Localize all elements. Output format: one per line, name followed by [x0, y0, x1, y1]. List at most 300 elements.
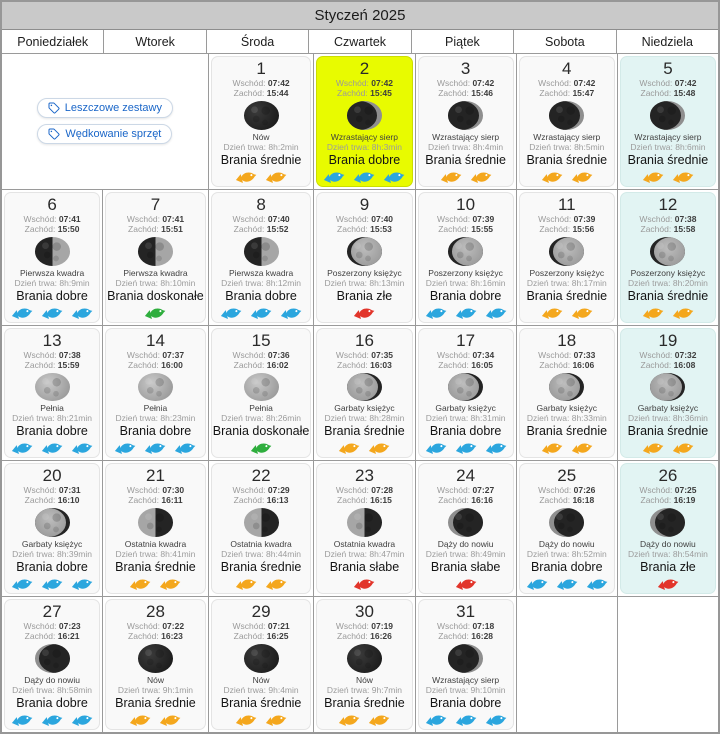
sunset-time: Zachód: 15:45: [337, 88, 392, 98]
fish-icon: [322, 167, 347, 186]
day-card[interactable]: [4, 192, 100, 323]
day-card[interactable]: [418, 328, 514, 459]
day-card[interactable]: [211, 328, 312, 459]
day-card[interactable]: [316, 463, 412, 594]
moon-phase-name: Pierwsza kwadra: [123, 267, 188, 278]
moon-phase-name: Ostatnia kwadra: [333, 539, 396, 550]
fish-rating: [250, 441, 272, 456]
day-card[interactable]: [620, 192, 716, 323]
biting-quality: Brania dobre: [328, 152, 401, 167]
fish-icon: [539, 439, 564, 458]
calendar-cell: [618, 54, 718, 189]
sunset-time: Zachód: 15:46: [438, 88, 494, 98]
fish-icon: [352, 167, 377, 186]
day-length: Dzień trwa: 9h:4min: [223, 685, 299, 695]
moon-phase-name: Pełnia: [40, 403, 64, 414]
sunrise-time: Wschód: 07:36: [232, 349, 290, 360]
biting-quality: Brania dobre: [119, 424, 192, 439]
fish-icon: [539, 167, 564, 186]
moon-phase-name: Poszerzony księżyc: [630, 267, 706, 278]
moon-phase-name: Nów: [252, 675, 270, 685]
day-length: Dzień trwa: 8h:28min: [324, 413, 405, 424]
fish-rating: [455, 577, 477, 592]
day-card[interactable]: [316, 56, 412, 187]
calendar-cell: [2, 461, 102, 596]
promo-buttons: [37, 98, 173, 144]
fish-rating: [235, 170, 287, 185]
sunset-time: Zachód: 16:02: [233, 359, 289, 370]
moon-phase-icon: [448, 237, 483, 266]
moon-phase-icon: [347, 101, 382, 130]
moon-phase-name: Garbaty księżyc: [334, 403, 395, 414]
moon-phase-name: Garbaty księżyc: [21, 539, 83, 550]
day-card[interactable]: [4, 463, 100, 594]
day-card[interactable]: [418, 599, 514, 730]
biting-quality: Brania średnie: [627, 424, 709, 439]
fish-rating: [129, 577, 181, 592]
fish-icon: [143, 439, 168, 458]
fish-icon: [569, 303, 594, 322]
sunset-time: Zachód: 15:52: [233, 223, 289, 234]
sunset-time: Zachód: 15:55: [438, 223, 494, 234]
moon-phase-name: Pierwsza kwadra: [228, 267, 294, 278]
fish-icon: [468, 167, 493, 186]
moon-phase-icon: [448, 644, 483, 673]
biting-quality: Brania słabe: [430, 560, 501, 575]
calendar-cell: [314, 461, 414, 596]
biting-quality: Brania średnie: [220, 696, 302, 710]
day-length: Dzień trwa: 8h:36min: [628, 413, 708, 424]
fish-icon: [453, 711, 478, 730]
sunrise-time: Wschód: 07:25: [639, 485, 697, 496]
day-card[interactable]: [211, 56, 312, 187]
sunset-time: Zachód: 16:19: [640, 495, 696, 506]
biting-quality: Brania doskonałe: [212, 424, 310, 439]
moon-phase-icon: [138, 644, 173, 673]
calendar-cell: [517, 326, 617, 461]
fish-icon: [655, 575, 680, 594]
sunrise-time: Wschód: 07:23: [23, 621, 81, 632]
sunset-time: Zachód: 16:25: [233, 631, 289, 642]
fish-icon: [423, 439, 448, 458]
promo-link[interactable]: [37, 98, 173, 118]
fish-icon: [70, 575, 95, 594]
moon-phase-icon: [347, 508, 382, 537]
day-card[interactable]: [519, 328, 615, 459]
fish-icon: [670, 303, 695, 322]
day-card[interactable]: [620, 328, 716, 459]
day-length: Dzień trwa: 8h:58min: [12, 685, 92, 695]
sunrise-time: Wschód: 07:18: [437, 621, 495, 632]
day-card[interactable]: [105, 599, 206, 730]
sunset-time: Zachód: 15:50: [24, 223, 80, 234]
day-number: 22: [251, 466, 271, 486]
weekday-header: Poniedziałek: [2, 30, 103, 53]
sunset-time: Zachód: 15:59: [24, 359, 80, 370]
fish-rating: [11, 713, 93, 728]
fish-icon: [234, 167, 259, 186]
day-length: Dzień trwa: 8h:31min: [425, 413, 506, 424]
day-card[interactable]: [519, 192, 615, 323]
moon-phase-icon: [549, 101, 584, 130]
sunrise-time: Wschód: 07:42: [437, 78, 495, 88]
fish-icon: [539, 303, 564, 322]
day-length: Dzień trwa: 8h:12min: [221, 277, 301, 288]
biting-quality: Brania złe: [640, 560, 696, 575]
calendar-cell: [314, 54, 414, 189]
day-card[interactable]: [418, 56, 514, 187]
sunrise-time: Wschód: 07:40: [335, 213, 394, 224]
fish-icon: [249, 439, 274, 458]
day-card[interactable]: [105, 463, 206, 594]
sunrise-time: Wschód: 07:35: [335, 349, 394, 360]
biting-quality: Brania doskonałe: [107, 288, 204, 303]
calendar-cell: [2, 190, 102, 325]
day-number: 17: [456, 330, 476, 350]
fish-icon: [569, 167, 594, 186]
moon-phase-name: Nów: [355, 675, 373, 685]
calendar-cell: [517, 597, 617, 732]
fish-icon: [524, 575, 549, 594]
month-title: Styczeń 2025: [2, 2, 718, 30]
biting-quality: Brania dobre: [429, 424, 502, 439]
fish-icon: [279, 303, 304, 322]
biting-quality: Brania średnie: [526, 424, 608, 439]
calendar-grid: [2, 54, 718, 732]
moon-phase-name: Wzrastający sierp: [432, 131, 500, 142]
biting-quality: Brania średnie: [526, 152, 608, 167]
fish-rating: [235, 577, 287, 592]
moon-phase-name: Nów: [146, 675, 164, 685]
moon-phase-name: Dąży do nowiu: [538, 539, 595, 550]
biting-quality: Brania średnie: [627, 288, 709, 303]
moon-phase-icon: [35, 644, 70, 673]
calendar-cell: [517, 190, 617, 325]
biting-quality: Brania słabe: [329, 560, 400, 575]
sunset-time: Zachód: 16:13: [233, 495, 289, 506]
calendar-cell: [103, 190, 208, 325]
day-card[interactable]: [4, 599, 100, 730]
fish-icon: [554, 575, 579, 594]
fish-rating: [323, 170, 405, 185]
day-length: Dzień trwa: 9h:10min: [425, 685, 506, 695]
fish-rating: [220, 306, 302, 321]
sunset-time: Zachód: 15:56: [539, 223, 595, 234]
day-number: 18: [557, 330, 577, 350]
day-length: Dzień trwa: 8h:2min: [223, 141, 299, 152]
day-number: 3: [460, 59, 471, 78]
moon-phase-icon: [138, 237, 173, 266]
fish-rating: [425, 713, 507, 728]
fish-rating: [11, 306, 93, 321]
fish-icon: [70, 303, 95, 322]
moon-phase-name: Dąży do nowiu: [437, 539, 494, 550]
calendar-cell: [618, 597, 718, 732]
sunrise-time: Wschód: 07:42: [538, 78, 596, 88]
day-card[interactable]: [211, 599, 312, 730]
fish-rating: [144, 306, 166, 321]
sunset-time: Zachód: 16:28: [438, 631, 494, 642]
fish-icon: [367, 711, 392, 730]
calendar-cell: [618, 461, 718, 596]
sunrise-time: Wschód: 07:26: [538, 485, 596, 496]
day-length: Dzień trwa: 8h:23min: [115, 413, 196, 424]
day-number: 14: [146, 330, 165, 350]
sunset-time: Zachód: 16:23: [128, 631, 183, 642]
calendar-cell: [209, 597, 314, 732]
biting-quality: Brania dobre: [16, 560, 88, 575]
day-number: 28: [146, 602, 165, 622]
fish-icon: [483, 303, 508, 322]
moon-phase-name: Wzrastający sierp: [634, 131, 702, 142]
moon-phase-icon: [650, 101, 685, 130]
day-number: 15: [251, 330, 271, 350]
fish-rating: [642, 306, 694, 321]
fish-icon: [352, 303, 377, 322]
calendar-cell: [517, 54, 617, 189]
weekday-header: Sobota: [514, 30, 615, 53]
day-card[interactable]: [4, 328, 100, 459]
day-card[interactable]: [519, 56, 615, 187]
day-number: 9: [359, 194, 370, 214]
day-number: 13: [42, 330, 62, 350]
fish-icon: [234, 711, 259, 730]
day-number: 31: [456, 602, 476, 622]
fish-rating: [114, 441, 196, 456]
moon-phase-name: Ostatnia kwadra: [230, 539, 292, 550]
day-number: 26: [658, 466, 678, 486]
day-length: Dzień trwa: 8h:21min: [12, 413, 92, 424]
calendar-cell: [2, 597, 102, 732]
day-number: 1: [256, 59, 266, 78]
moon-phase-name: Dąży do nowiu: [640, 539, 696, 550]
moon-phase-icon: [244, 101, 279, 130]
moon-phase-name: Garbaty księżyc: [637, 403, 699, 414]
moon-phase-icon: [138, 508, 173, 537]
calendar-cell: [416, 461, 516, 596]
fish-icon: [453, 575, 478, 594]
biting-quality: Brania średnie: [115, 560, 196, 575]
fish-icon: [423, 303, 448, 322]
promo-link[interactable]: [37, 124, 172, 144]
day-number: 29: [251, 602, 271, 622]
day-card[interactable]: [105, 192, 206, 323]
day-length: Dzień trwa: 8h:44min: [221, 549, 301, 560]
day-number: 5: [663, 59, 673, 78]
day-number: 16: [354, 330, 374, 350]
fish-rating: [541, 306, 593, 321]
day-length: Dzień trwa: 8h:5min: [529, 141, 605, 152]
fish-icon: [584, 575, 609, 594]
day-card[interactable]: [418, 192, 514, 323]
sunset-time: Zachód: 15:51: [128, 223, 183, 234]
day-length: Dzień trwa: 8h:9min: [14, 277, 90, 288]
sunset-time: Zachód: 16:26: [337, 631, 392, 642]
biting-quality: Brania złe: [336, 288, 393, 303]
sunset-time: Zachód: 16:00: [128, 359, 183, 370]
fish-rating: [541, 170, 593, 185]
moon-phase-icon: [244, 237, 279, 266]
calendar-cell: [416, 597, 516, 732]
day-length: Dzień trwa: 8h:41min: [115, 549, 196, 560]
fish-rating: [338, 713, 390, 728]
sunrise-time: Wschód: 07:29: [232, 485, 290, 496]
day-number: 19: [658, 330, 678, 350]
day-card[interactable]: [316, 192, 412, 323]
biting-quality: Brania dobre: [429, 696, 502, 710]
fish-rating: [338, 441, 390, 456]
moon-phase-name: Poszerzony księżyc: [529, 267, 605, 278]
moon-phase-icon: [549, 373, 584, 402]
fish-icon: [219, 303, 244, 322]
day-card[interactable]: [620, 463, 716, 594]
day-number: 10: [456, 194, 476, 214]
fish-icon: [670, 167, 695, 186]
fish-rating: [353, 306, 375, 321]
calendar-cell: [209, 326, 314, 461]
biting-quality: Brania dobre: [16, 288, 88, 303]
calendar-cell: [103, 597, 208, 732]
day-number: 20: [42, 466, 62, 486]
day-card[interactable]: [316, 599, 412, 730]
fish-rating: [11, 441, 93, 456]
day-length: Dzień trwa: 8h:47min: [324, 549, 405, 560]
fish-icon: [40, 711, 65, 730]
fish-icon: [10, 575, 35, 594]
sunrise-time: Wschód: 07:37: [126, 349, 185, 360]
day-number: 2: [359, 59, 370, 78]
sunrise-time: Wschód: 07:41: [126, 213, 185, 224]
sunrise-time: Wschód: 07:42: [335, 78, 394, 88]
calendar-cell: [209, 190, 314, 325]
moon-phase-icon: [549, 237, 584, 266]
moon-phase-icon: [448, 101, 483, 130]
fish-icon: [10, 303, 35, 322]
calendar-cell: [314, 326, 414, 461]
calendar-cell: [416, 326, 516, 461]
fish-icon: [352, 575, 377, 594]
fish-icon: [40, 303, 65, 322]
day-length: Dzień trwa: 8h:6min: [630, 141, 706, 152]
fish-icon: [640, 303, 665, 322]
moon-phase-name: Poszerzony księżyc: [327, 267, 402, 278]
weekday-header: Wtorek: [104, 30, 205, 53]
fish-rating: [11, 577, 93, 592]
day-length: Dzień trwa: 8h:33min: [526, 413, 607, 424]
fish-rating: [526, 577, 608, 592]
sunrise-time: Wschód: 07:32: [639, 349, 697, 360]
day-card[interactable]: [211, 463, 312, 594]
day-number: 25: [557, 466, 577, 486]
calendar-cell: [103, 326, 208, 461]
biting-quality: Brania dobre: [225, 288, 297, 303]
sunset-time: Zachód: 16:03: [337, 359, 392, 370]
biting-quality: Brania średnie: [220, 560, 302, 575]
fish-rating: [642, 441, 694, 456]
moon-phase-name: Wzrastający sierp: [533, 131, 601, 142]
day-card[interactable]: [105, 328, 206, 459]
moon-phase-icon: [448, 373, 483, 402]
moon-phase-icon: [35, 373, 70, 402]
weekday-header: Niedziela: [617, 30, 718, 53]
moon-phase-name: Poszerzony księżyc: [428, 267, 503, 278]
day-card[interactable]: [519, 463, 615, 594]
day-card[interactable]: [211, 192, 312, 323]
moon-phase-icon: [138, 373, 173, 402]
day-length: Dzień trwa: 8h:13min: [324, 277, 405, 288]
weekday-header: Czwartek: [309, 30, 410, 53]
sunrise-time: Wschód: 07:40: [232, 213, 290, 224]
moon-phase-name: Pełnia: [249, 403, 273, 414]
fish-icon: [173, 439, 198, 458]
calendar-cell: [209, 461, 314, 596]
sunset-time: Zachód: 16:21: [24, 631, 80, 642]
weekday-header-row: [2, 30, 718, 54]
biting-quality: Brania dobre: [530, 560, 603, 575]
day-number: 8: [256, 194, 266, 214]
promo-link-label: Leszczowe zestawy: [64, 102, 162, 115]
biting-quality: Brania dobre: [16, 696, 88, 710]
fish-rating: [642, 170, 694, 185]
day-card[interactable]: [620, 56, 716, 187]
moon-phase-name: Wzrastający sierp: [432, 675, 500, 685]
day-length: Dzień trwa: 8h:4min: [428, 141, 504, 152]
tag-icon: [48, 128, 60, 140]
biting-quality: Brania średnie: [526, 288, 608, 303]
sunrise-time: Wschód: 07:42: [639, 78, 697, 88]
moon-phase-icon: [650, 373, 685, 402]
fish-icon: [128, 575, 153, 594]
fish-icon: [569, 439, 594, 458]
moon-phase-icon: [448, 508, 483, 537]
fish-icon: [264, 167, 289, 186]
day-card[interactable]: [316, 328, 412, 459]
sunset-time: Zachód: 15:53: [337, 223, 392, 234]
moon-phase-icon: [347, 237, 382, 266]
day-length: Dzień trwa: 8h:3min: [326, 141, 403, 152]
day-length: Dzień trwa: 8h:54min: [628, 549, 708, 560]
calendar-cell: [618, 190, 718, 325]
day-number: 11: [557, 194, 576, 214]
moon-phase-icon: [35, 237, 70, 266]
day-length: Dzień trwa: 8h:26min: [221, 413, 301, 424]
moon-phase-name: Ostatnia kwadra: [124, 539, 187, 550]
fish-rating: [353, 577, 375, 592]
moon-phase-icon: [244, 508, 279, 537]
day-number: 21: [146, 466, 165, 486]
fish-rating: [235, 713, 287, 728]
day-card[interactable]: [418, 463, 514, 594]
sunrise-time: Wschód: 07:21: [232, 621, 290, 632]
sunrise-time: Wschód: 07:34: [437, 349, 495, 360]
sunrise-time: Wschód: 07:38: [639, 213, 697, 224]
sunset-time: Zachód: 16:05: [438, 359, 494, 370]
fish-icon: [382, 167, 407, 186]
biting-quality: Brania średnie: [220, 152, 302, 167]
fish-icon: [249, 303, 274, 322]
fish-icon: [438, 167, 463, 186]
day-length: Dzień trwa: 8h:16min: [425, 277, 506, 288]
moon-phase-name: Garbaty księżyc: [536, 403, 597, 414]
sunset-time: Zachód: 15:44: [233, 88, 289, 98]
fish-rating: [425, 441, 507, 456]
moon-phase-name: Nów: [252, 131, 270, 142]
fish-icon: [483, 711, 508, 730]
fish-icon: [640, 167, 665, 186]
fish-icon: [158, 575, 183, 594]
biting-quality: Brania średnie: [324, 424, 405, 439]
promo-link-label: Wędkowanie sprzęt: [65, 128, 162, 141]
